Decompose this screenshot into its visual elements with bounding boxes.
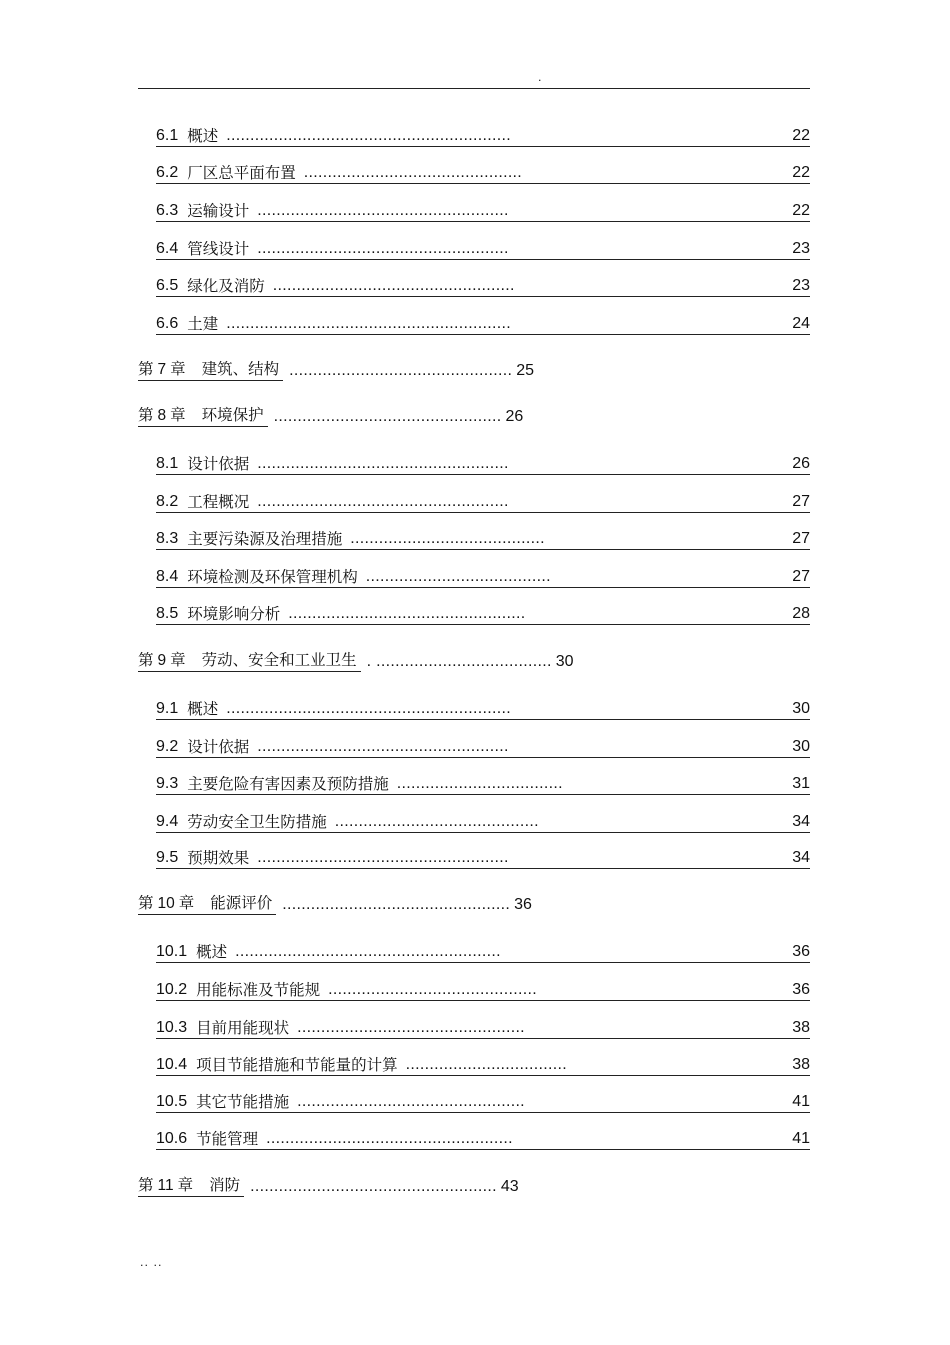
- toc-section-number: 6.1: [156, 127, 179, 144]
- toc-leader-dots: ..................................................: [288, 605, 526, 622]
- toc-leader-dots: . .....................................: [366, 653, 552, 670]
- toc-page-number: 36: [514, 896, 532, 913]
- toc-leader-dots: ............................................................: [226, 315, 511, 332]
- toc-chapter-prefix: 第: [138, 360, 154, 378]
- toc-section-title: 主要污染源及治理措施: [187, 530, 343, 548]
- toc-section-number: 8.5: [156, 605, 179, 622]
- toc-entry-chapter[interactable]: [138, 1175, 519, 1197]
- toc-chapter-label: [138, 405, 268, 427]
- toc-leader-dots: ............................................................: [226, 127, 511, 144]
- toc-section-number: 9.2: [156, 738, 179, 755]
- toc-entry-section[interactable]: [156, 237, 810, 260]
- toc-section-title: 设计依据: [187, 455, 250, 473]
- toc-page-number: 38: [792, 1019, 810, 1036]
- toc-leader-dots: .....................................................: [257, 849, 509, 866]
- toc-entry-section[interactable]: [156, 1053, 810, 1076]
- toc-page-number: 38: [792, 1056, 810, 1073]
- toc-page-number: 30: [792, 700, 810, 717]
- toc-chapter-label: [138, 1175, 244, 1197]
- toc-section-title: 劳动安全卫生防措施: [187, 813, 327, 831]
- toc-section-number: 9.3: [156, 775, 179, 792]
- toc-section-title: 概述: [196, 943, 228, 961]
- toc-page-number: 41: [792, 1130, 810, 1147]
- toc-leader-dots: ...............................................: [289, 362, 513, 379]
- toc-chapter-number: 8: [157, 407, 167, 424]
- toc-entry-section[interactable]: [156, 312, 810, 335]
- toc-leader-dots: ....................................................: [266, 1130, 513, 1147]
- toc-page-number: 27: [792, 568, 810, 585]
- toc-leader-dots: ....................................................: [250, 1178, 497, 1195]
- toc-leader-dots: ...................................: [396, 775, 563, 792]
- toc-section-title: 绿化及消防: [187, 277, 265, 295]
- toc-page-number: 36: [792, 943, 810, 960]
- toc-section-title: 项目节能措施和节能量的计算: [196, 1056, 398, 1074]
- toc-leader-dots: ............................................: [328, 981, 537, 998]
- toc-leader-dots: ........................................................: [235, 943, 501, 960]
- toc-chapter-suffix: 章: [170, 406, 186, 424]
- toc-page-number: 26: [505, 408, 524, 425]
- toc-leader-dots: ...........................................: [334, 813, 539, 830]
- toc-section-number: 10.4: [156, 1056, 188, 1073]
- toc-chapter-number: 10: [157, 895, 175, 912]
- toc-leader-dots: .....................................................: [257, 202, 509, 219]
- toc-entry-section[interactable]: [156, 940, 810, 963]
- toc-section-number: 9.4: [156, 813, 179, 830]
- toc-entry-section[interactable]: [156, 1090, 810, 1113]
- toc-page-number: 25: [516, 362, 534, 379]
- toc-entry-section[interactable]: [156, 602, 810, 625]
- toc-chapter-label: [138, 650, 361, 672]
- toc-chapter-suffix: 章: [178, 894, 195, 912]
- toc-page-number: 34: [792, 813, 810, 830]
- toc-section-title: 环境影响分析: [187, 605, 281, 623]
- toc-leader-dots: .....................................................: [257, 240, 509, 257]
- toc-section-number: 8.4: [156, 568, 179, 585]
- toc-page-number: 22: [792, 202, 810, 219]
- toc-leader-dots: ...................................................: [272, 277, 515, 294]
- toc-section-number: 10.5: [156, 1093, 188, 1110]
- toc-entry-section[interactable]: [156, 161, 810, 184]
- toc-section-number: 8.2: [156, 493, 179, 510]
- toc-section-number: 9.1: [156, 700, 179, 717]
- toc-entry-section[interactable]: [156, 697, 810, 720]
- toc-leader-dots: ................................................: [297, 1019, 525, 1036]
- toc-entry-chapter[interactable]: [138, 405, 523, 427]
- toc-leader-dots: .....................................................: [257, 455, 509, 472]
- toc-leader-dots: ..............................................: [303, 164, 523, 181]
- toc-leader-dots: .......................................: [365, 568, 551, 585]
- toc-section-title: 节能管理: [196, 1130, 259, 1148]
- toc-chapter-suffix: 章: [170, 651, 186, 669]
- toc-chapter-suffix: 章: [177, 1176, 194, 1194]
- toc-page-number: 23: [792, 277, 810, 294]
- toc-section-title: 工程概况: [187, 493, 250, 511]
- toc-page-number: 28: [792, 605, 810, 622]
- toc-entry-section[interactable]: [156, 490, 810, 513]
- toc-chapter-title: 建筑、结构: [201, 360, 280, 378]
- toc-page-number: 31: [792, 775, 810, 792]
- toc-entry-section[interactable]: [156, 274, 810, 297]
- header-mark: .: [538, 71, 542, 84]
- toc-page-number: 22: [792, 127, 810, 144]
- toc-chapter-title: 消防: [209, 1176, 241, 1194]
- toc-section-number: 10.2: [156, 981, 188, 998]
- toc-page-number: 22: [792, 164, 810, 181]
- toc-entry-section[interactable]: [156, 565, 810, 588]
- toc-page-number: 26: [792, 455, 810, 472]
- toc-leader-dots: .....................................................: [257, 738, 509, 755]
- toc-section-number: 10.3: [156, 1019, 188, 1036]
- toc-page-number: 43: [500, 1178, 519, 1195]
- toc-section-title: 其它节能措施: [196, 1093, 290, 1111]
- toc-entry-chapter[interactable]: [138, 650, 574, 672]
- toc-leader-dots: .....................................................: [257, 493, 509, 510]
- toc-page-number: 24: [792, 315, 810, 332]
- toc-section-title: 管线设计: [187, 240, 250, 258]
- toc-section-number: 8.1: [156, 455, 179, 472]
- toc-entry-chapter[interactable]: [138, 359, 534, 381]
- toc-chapter-title: 能源评价: [210, 894, 273, 912]
- toc-chapter-prefix: 第: [138, 406, 154, 424]
- toc-section-title: 厂区总平面布置: [187, 164, 296, 182]
- toc-chapter-suffix: 章: [170, 360, 186, 378]
- toc-section-title: 设计依据: [187, 738, 250, 756]
- toc-entry-section[interactable]: [156, 199, 810, 222]
- toc-page-number: 27: [792, 530, 810, 547]
- toc-page-number: 41: [792, 1093, 810, 1110]
- toc-page-number: 23: [792, 240, 810, 257]
- toc-section-title: 概述: [187, 700, 219, 718]
- toc-section-title: 预期效果: [187, 849, 250, 867]
- toc-chapter-title: 环境保护: [201, 406, 264, 424]
- toc-section-number: 6.4: [156, 240, 179, 257]
- toc-section-number: 6.5: [156, 277, 179, 294]
- toc-leader-dots: ................................................: [282, 896, 511, 913]
- toc-section-title: 目前用能现状: [196, 1019, 290, 1037]
- toc-entry-section[interactable]: [156, 1016, 810, 1039]
- toc-entry-section[interactable]: [156, 1127, 810, 1150]
- toc-chapter-label: [138, 359, 283, 381]
- toc-leader-dots: ..................................: [405, 1056, 567, 1073]
- toc-section-title: 主要危险有害因素及预防措施: [187, 775, 389, 793]
- toc-section-number: 6.2: [156, 164, 179, 181]
- toc-chapter-number: 7: [157, 361, 167, 378]
- toc-chapter-prefix: 第: [138, 651, 154, 669]
- footer-mark: .. ..: [140, 1256, 163, 1269]
- toc-entry-chapter[interactable]: [138, 893, 532, 915]
- toc-entry-section[interactable]: [156, 527, 810, 550]
- toc-chapter-number: 9: [157, 652, 167, 669]
- toc-entry-section[interactable]: [156, 978, 810, 1001]
- toc-entry-section[interactable]: [156, 846, 810, 869]
- toc-leader-dots: ............................................................: [226, 700, 511, 717]
- toc-entry-section[interactable]: [156, 810, 810, 833]
- toc-chapter-prefix: 第: [138, 1176, 154, 1194]
- toc-chapter-prefix: 第: [138, 894, 154, 912]
- toc-entry-section[interactable]: [156, 452, 810, 475]
- toc-chapter-label: [138, 893, 276, 915]
- toc-leader-dots: ................................................: [297, 1093, 525, 1110]
- toc-leader-dots: .........................................: [350, 530, 545, 547]
- toc-section-number: 10.6: [156, 1130, 188, 1147]
- toc-entry-section[interactable]: [156, 772, 810, 795]
- toc-chapter-title: 劳动、安全和工业卫生: [201, 651, 357, 669]
- toc-chapter-number: 11: [157, 1177, 174, 1194]
- toc-section-title: 概述: [187, 127, 219, 145]
- toc-section-number: 6.6: [156, 315, 179, 332]
- toc-section-number: 9.5: [156, 849, 179, 866]
- toc-leader-dots: ................................................: [273, 408, 502, 425]
- toc-section-title: 用能标准及节能规: [196, 981, 321, 999]
- toc-section-number: 10.1: [156, 943, 188, 960]
- toc-page-number: 34: [792, 849, 810, 866]
- toc-section-title: 环境检测及环保管理机构: [187, 568, 358, 586]
- toc-page-number: 30: [792, 738, 810, 755]
- toc-page-number: 30: [555, 653, 574, 670]
- toc-page-number: 36: [792, 981, 810, 998]
- toc-page-number: 27: [792, 493, 810, 510]
- toc-section-number: 6.3: [156, 202, 179, 219]
- toc-section-number: 8.3: [156, 530, 179, 547]
- toc-entry-section[interactable]: [156, 735, 810, 758]
- toc-entry-section[interactable]: [156, 124, 810, 147]
- toc-section-title: 土建: [187, 315, 219, 333]
- toc-section-title: 运输设计: [187, 202, 250, 220]
